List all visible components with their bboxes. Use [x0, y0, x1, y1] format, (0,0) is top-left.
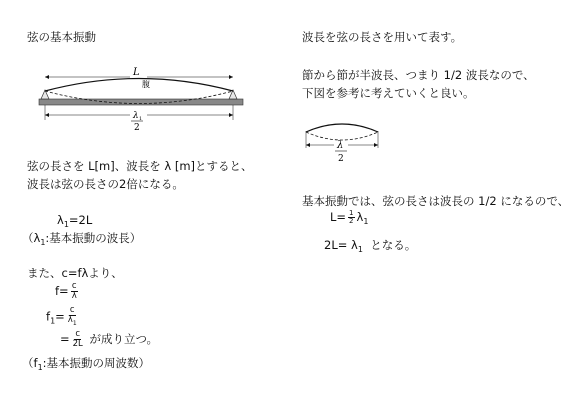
fig1-label-lambda: λ	[133, 111, 139, 121]
equation-f1: $f_1=$ $\frac{c}{\lambda_1}$	[46, 305, 77, 327]
section-title-right: 波長を弦の長さを用いて表す。	[302, 30, 463, 44]
equation-f1-c-2L: = $\frac{c}{2L}$ が成り立つ。	[60, 329, 158, 349]
fig2-label-2: 2	[338, 154, 344, 164]
fig1-label-antinode: 腹	[142, 80, 150, 89]
left-para2: また、c=fλより、	[27, 266, 123, 280]
note-lambda1: （$\lambda_1$:基本振動の波長）	[22, 231, 142, 247]
fig1-label-sub: 1	[139, 116, 143, 122]
fig2-label-lambda: λ	[337, 140, 344, 151]
section-title-left: 弦の基本振動	[27, 30, 96, 44]
right-para1-line2: 下図を参考に考えていくと良い。	[302, 86, 475, 100]
fig1-label-L: L	[133, 67, 140, 78]
right-para1-line1: 節から節が半波長、つまり 1/2 波長なので、	[302, 68, 535, 82]
half-wave-figure	[300, 114, 390, 168]
right-para2: 基本振動では、弦の長さは波長の 1/2 になるので、	[302, 194, 570, 208]
equation-f: f= $\frac{c}{\lambda}$	[55, 281, 77, 301]
left-para1-line1: 弦の長さを L[m]、波長を λ [m]とすると、	[27, 159, 253, 173]
equation-L: L= $\frac{1}{2}$ $\lambda_1$	[330, 209, 369, 226]
left-para1-line2: 波長は弦の長さの2倍になる。	[27, 177, 184, 191]
fig1-label-2: 2	[134, 123, 140, 133]
note-f1: （$f_1$:基本振動の周波数）	[22, 356, 151, 372]
string-fundamental-figure	[35, 62, 247, 142]
equation-2L: $2L= \lambda_1$ となる。	[324, 238, 417, 254]
equation-lambda1: $\lambda_1=2L$	[57, 213, 93, 229]
